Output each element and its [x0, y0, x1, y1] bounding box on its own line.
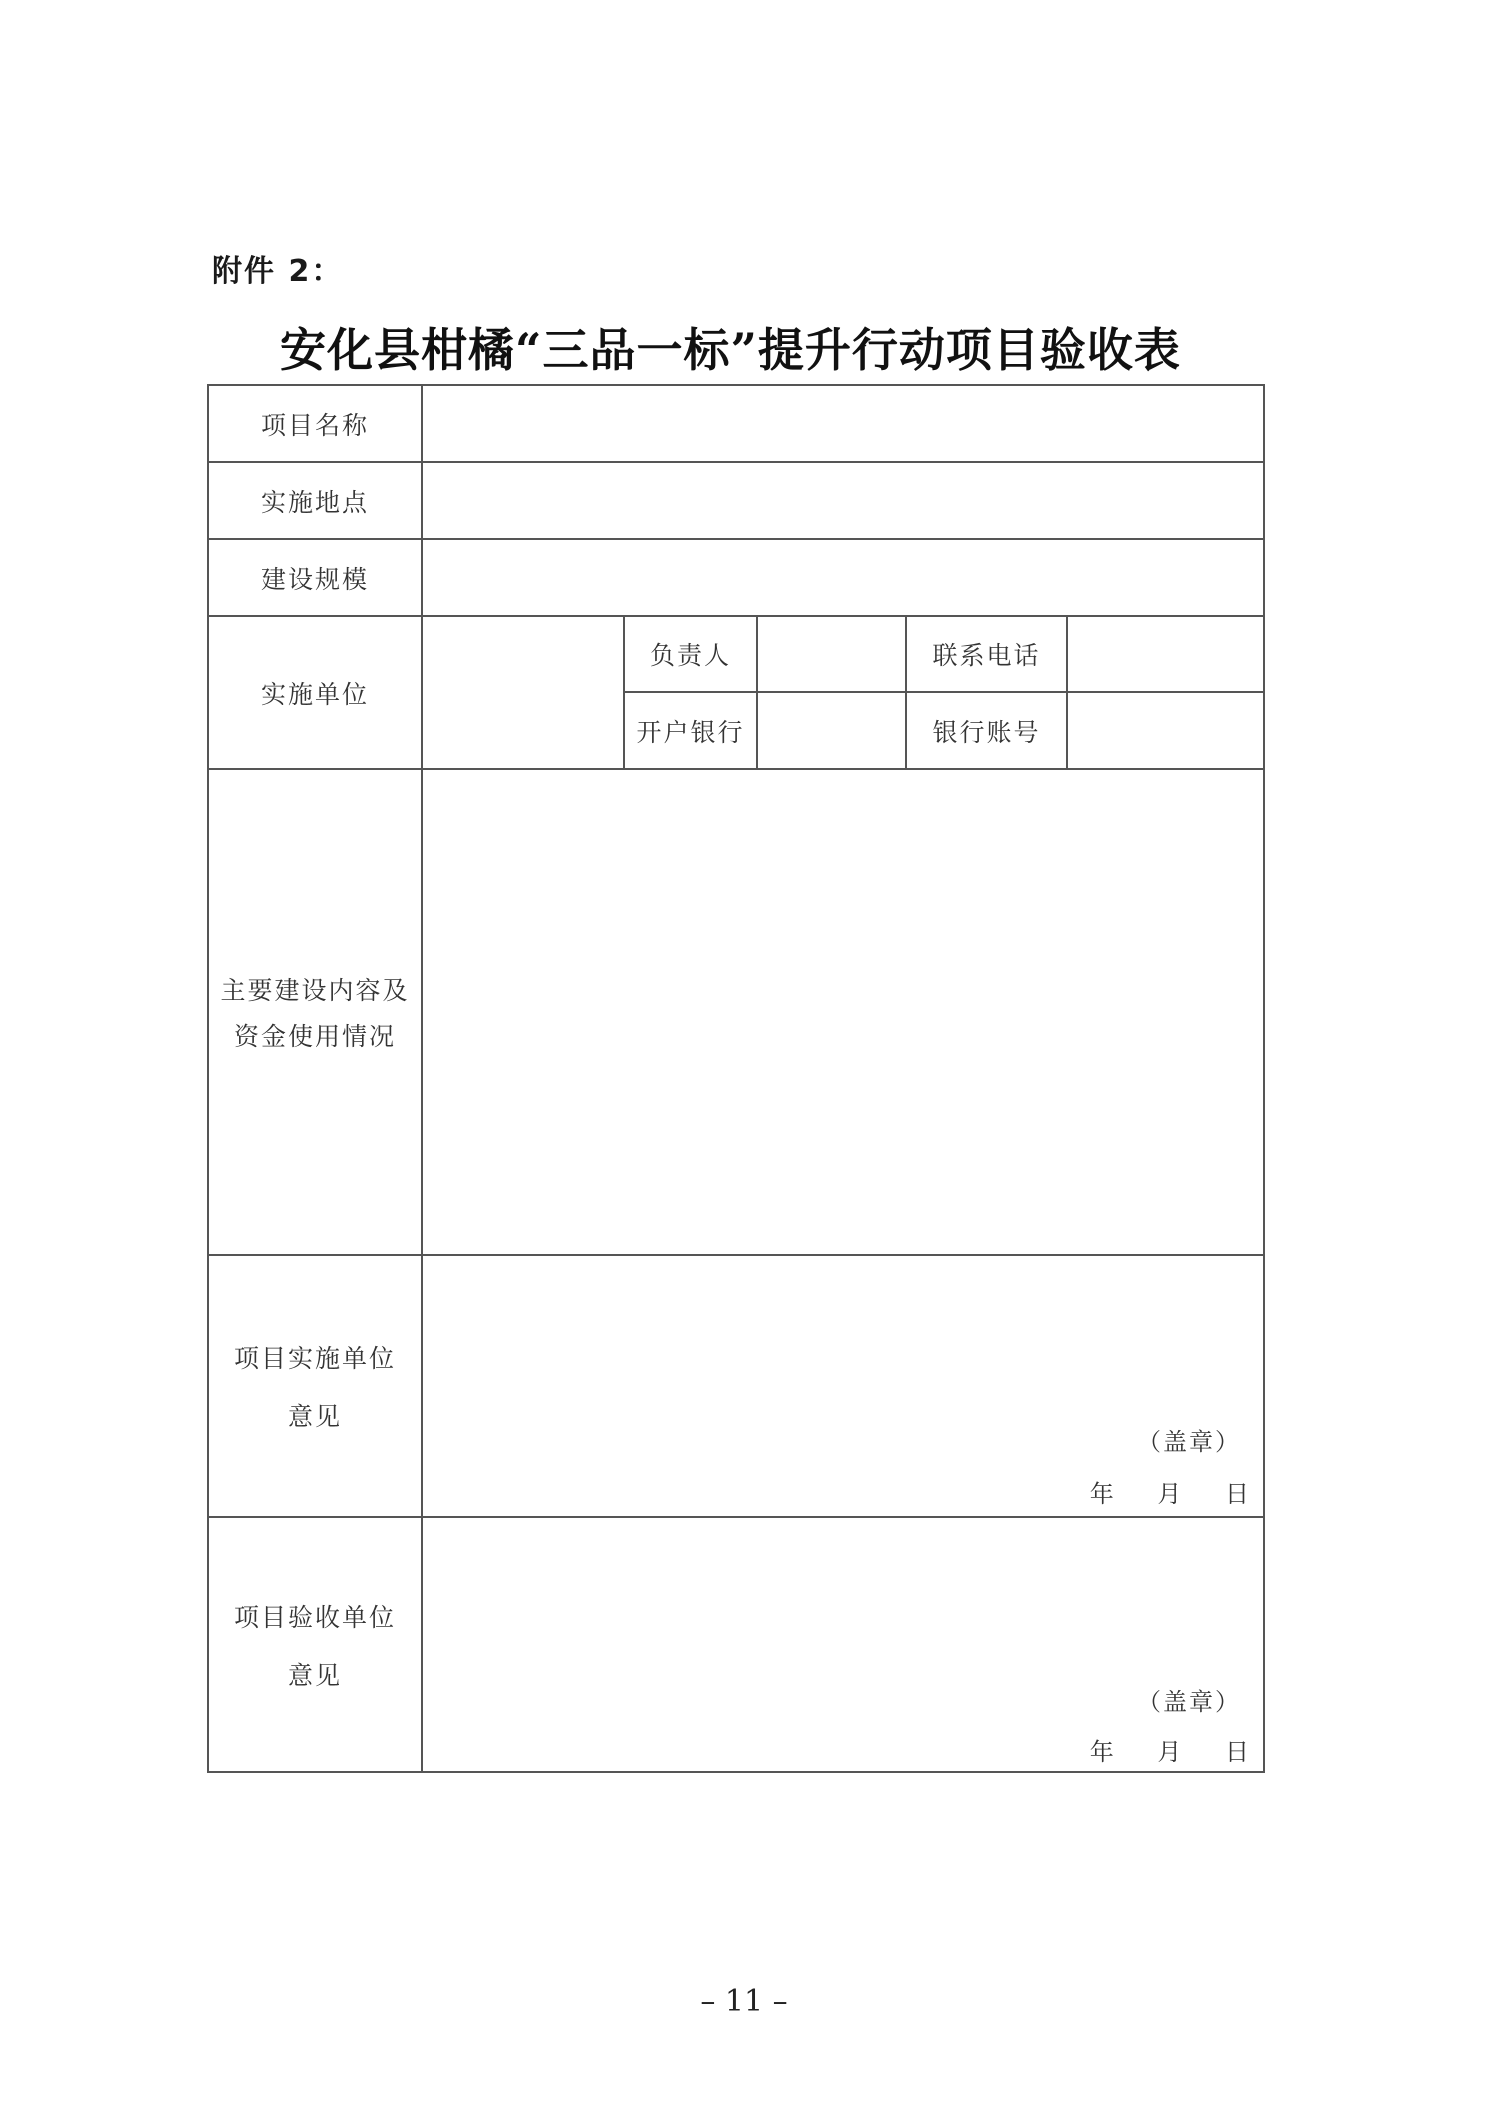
bank-field[interactable]: [757, 692, 906, 769]
row-impl-opinion: [208, 1255, 1264, 1517]
row-accept-opinion: [208, 1517, 1264, 1772]
row-content: [208, 769, 1264, 1255]
scale-field[interactable]: [422, 539, 1264, 616]
impl-opinion-label-line2: 意见: [287, 1402, 342, 1431]
account-field[interactable]: [1067, 692, 1264, 769]
accept-date-text: 年 月 日: [1089, 1738, 1250, 1766]
accept-seal-text: （盖章）: [1137, 1688, 1242, 1716]
attachment-label: 附件 2：: [212, 254, 344, 289]
accept-opinion-label-line2: 意见: [287, 1660, 342, 1690]
impl-date-text: 年 月 日: [1089, 1480, 1250, 1508]
phone-field[interactable]: [1067, 616, 1264, 692]
content-field[interactable]: [422, 769, 1264, 1255]
content-label-line2: 资金使用情况: [233, 1022, 396, 1051]
location-label: 实施地点: [208, 462, 422, 539]
project-name-label: 项目名称: [208, 385, 422, 462]
account-label: 银行账号: [906, 692, 1067, 769]
impl-seal-text: （盖章）: [1137, 1428, 1242, 1456]
content-label-line1: 主要建设内容及: [220, 976, 410, 1005]
scale-label: 建设规模: [208, 539, 422, 616]
row-location: [208, 462, 1264, 539]
accept-opinion-label-line1: 项目验收单位: [233, 1602, 396, 1632]
row-unit-top: [208, 616, 1264, 692]
bank-label: 开户银行: [624, 692, 757, 769]
accept-opinion-field[interactable]: [422, 1517, 1264, 1772]
impl-opinion-label-line1: 项目实施单位: [233, 1344, 396, 1373]
impl-opinion-label: [208, 1255, 422, 1517]
person-in-charge-label: 负责人: [624, 616, 757, 692]
impl-opinion-field[interactable]: [422, 1255, 1264, 1517]
accept-opinion-label: [208, 1517, 422, 1772]
phone-label: 联系电话: [906, 616, 1067, 692]
row-scale: [208, 539, 1264, 616]
unit-label: 实施单位: [208, 616, 422, 769]
row-project-name: [208, 385, 1264, 462]
acceptance-form-table: [207, 384, 1265, 1773]
content-label: [208, 769, 422, 1255]
person-in-charge-field[interactable]: [757, 616, 906, 692]
location-field[interactable]: [422, 462, 1264, 539]
page-number: – 11 –: [700, 1984, 788, 2019]
unit-field[interactable]: [422, 616, 624, 769]
form-title: 安化县柑橘“三品一标”提升行动项目验收表: [280, 323, 1181, 377]
project-name-field[interactable]: [422, 385, 1264, 462]
